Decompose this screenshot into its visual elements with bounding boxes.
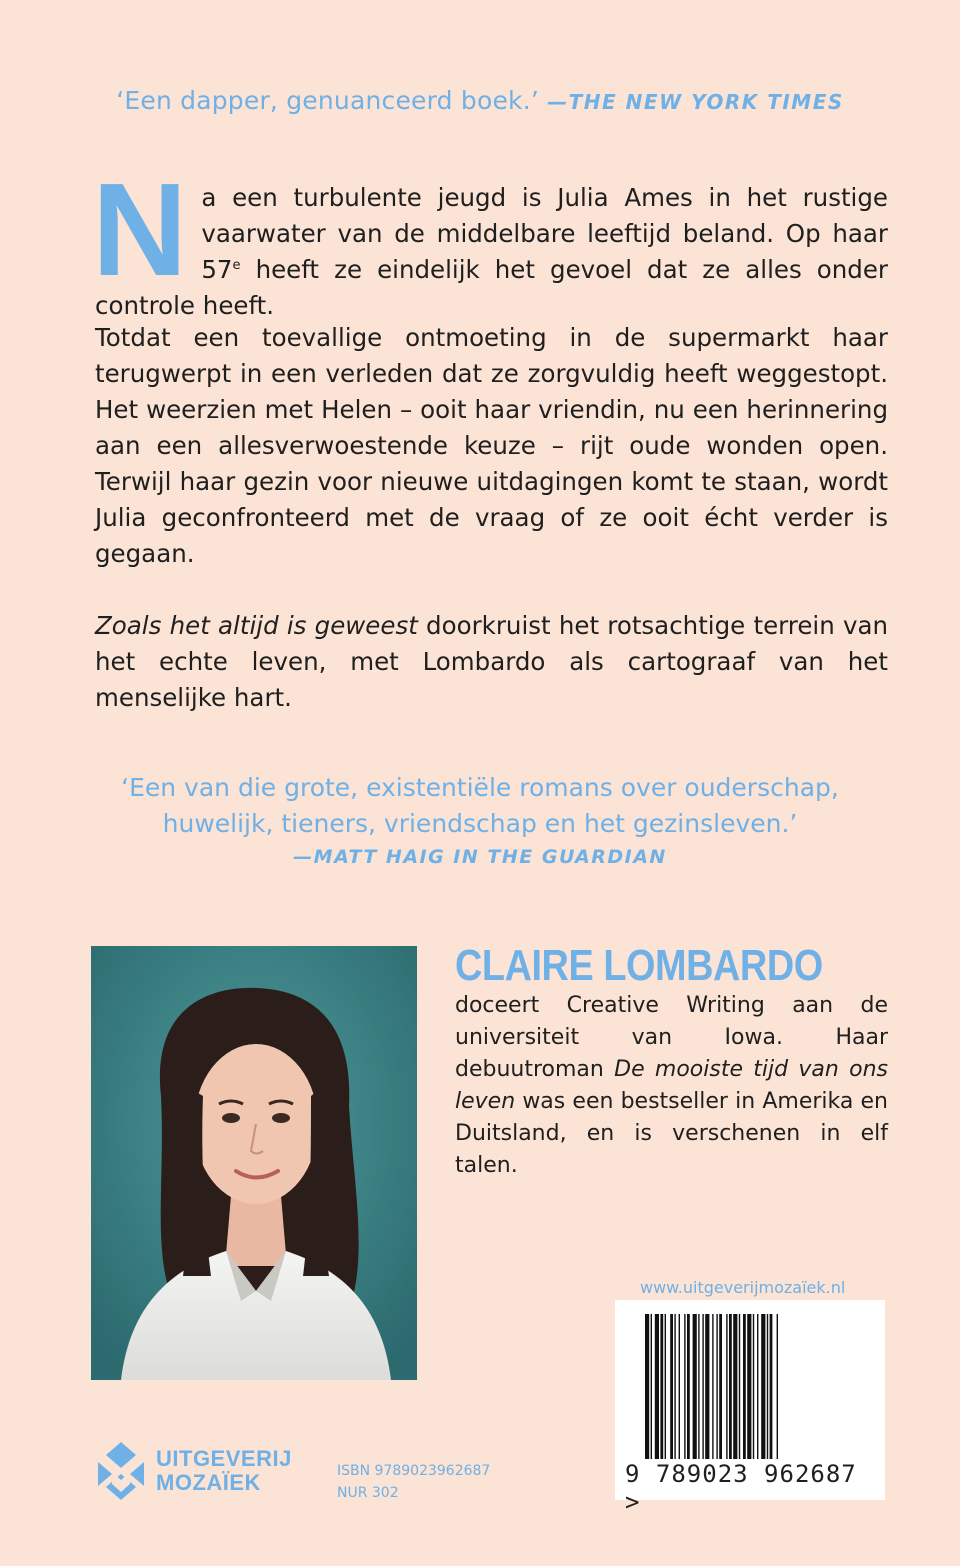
- drop-cap: N: [92, 156, 188, 303]
- mid-quote: [80, 770, 880, 872]
- paragraph-1-superscript: e: [232, 257, 241, 273]
- publisher-logo: [92, 1440, 292, 1502]
- barcode: [615, 1300, 885, 1516]
- barcode-number: 9 789023 962687 >: [625, 1460, 857, 1516]
- author-name: CLAIRE LOMBARDO: [455, 941, 823, 990]
- mid-quote-source-publication: THE GUARDIAN: [487, 846, 667, 868]
- isbn: ISBN 9789023962687: [337, 1463, 491, 1479]
- publisher-name-line1: UITGEVERIJ: [156, 1446, 292, 1471]
- author-photo: [91, 946, 417, 1380]
- top-quote-source: —THE NEW YORK TIMES: [547, 90, 844, 114]
- isbn-block: [337, 1460, 490, 1504]
- author-bio-text-b: was een bestseller in Amerika en Duitsland, en is verschenen in elf talen.: [455, 1089, 888, 1178]
- author-bio-text-a: doceert Creative Writing aan de universiteit van Iowa. Haar debuutroman: [455, 993, 888, 1082]
- paragraph-2: Totdat een toevallige ontmoeting in de supermarkt haar terugwerpt in een verleden dat ze zorgvuldig heeft weggestopt. Het weerzien met Helen – ooit haar vriendin, nu een herinnering aan een allesverwoestende keuze – rijt oude wonden open. Terwijl haar gezin voor nieuwe uitdagingen komt te staan, wordt Julia geconfronteerd met de vraag of ze ooit écht verder is gegaan.: [95, 323, 888, 568]
- mid-quote-source: [80, 842, 880, 872]
- book-title: Zoals het altijd is geweest: [95, 611, 418, 640]
- nur: NUR 302: [337, 1485, 399, 1501]
- paragraph-1-text-a: a een turbulente jeugd is Julia Ames in het rustige vaarwater van de middelbare leeftijd beland. Op haar 57: [201, 183, 888, 284]
- publisher-name-line2: MOZAÏEK: [156, 1470, 261, 1495]
- author-bio: [455, 941, 888, 1182]
- barcode-bars: [645, 1314, 855, 1464]
- mozaiek-logo-icon: [92, 1440, 150, 1502]
- mid-quote-text: ‘Een van die grote, existentiële romans over ouderschap, huwelijk, tieners, vriendschap en het gezinsleven.’: [121, 773, 839, 838]
- top-quote-text: ‘Een dapper, genuanceerd boek.’: [116, 86, 539, 115]
- publisher-website: www.uitgeverijmozaïek.nl: [640, 1278, 846, 1297]
- paragraph-3-text: doorkruist het rotsachtige terrein van het echte leven, met Lombardo als cartograaf van het menselijke hart.: [95, 611, 888, 712]
- paragraph-1: [92, 156, 888, 324]
- mid-quote-source-author: —MATT HAIG IN: [293, 846, 488, 868]
- top-quote: [0, 86, 960, 115]
- paragraph-1-text-b: heeft ze eindelijk het gevoel dat ze alles onder controle heeft.: [95, 255, 888, 320]
- debut-title: De mooiste tijd van ons leven: [455, 1057, 888, 1114]
- publisher-name: [156, 1447, 292, 1495]
- paragraph-3: [95, 608, 888, 716]
